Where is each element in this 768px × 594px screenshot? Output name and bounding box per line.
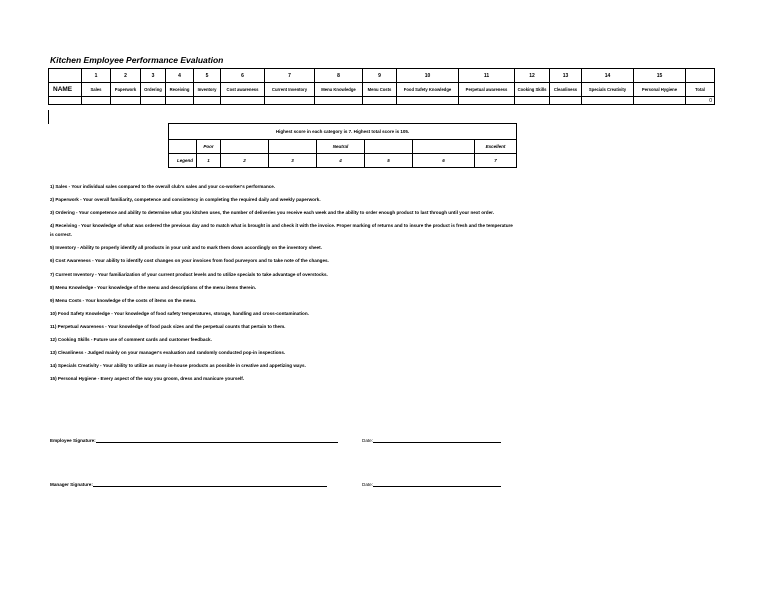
legend-empty-cell bbox=[221, 140, 269, 154]
definition-item: 7) Current Inventory - Your familiarization of your current product levels and to utilize specials to take advantage of overstocks. bbox=[50, 271, 328, 277]
category-label: Menu Costs bbox=[363, 83, 397, 97]
category-number: 14 bbox=[582, 69, 634, 83]
score-cell[interactable] bbox=[82, 97, 111, 105]
manager-signature bbox=[50, 482, 327, 487]
score-cell[interactable] bbox=[634, 97, 686, 105]
category-number: 10 bbox=[397, 69, 459, 83]
legend-table bbox=[168, 123, 517, 168]
score-cell[interactable] bbox=[515, 97, 550, 105]
definition-item: 11) Perpetual Awareness - Your knowledge of food pack sizes and the perpetual counts that pertain to them. bbox=[50, 323, 286, 329]
category-header-row bbox=[49, 83, 715, 97]
category-number: 7 bbox=[265, 69, 315, 83]
definition-item: 2) Paperwork - Your overall familiarity, competence and consistency in completing the required daily and weekly paperwork. bbox=[50, 197, 321, 203]
legend-empty-cell bbox=[269, 140, 317, 154]
category-label: Perpetual awareness bbox=[459, 83, 515, 97]
name-number-cell bbox=[49, 69, 82, 83]
employee-signature bbox=[50, 438, 338, 443]
category-number: 15 bbox=[634, 69, 686, 83]
score-cell[interactable] bbox=[582, 97, 634, 105]
category-label: Specials Creativity bbox=[582, 83, 634, 97]
category-definitions bbox=[50, 184, 710, 389]
definition-item: 1) Sales - Your individual sales compared to the overall club's sales and your co-worker's performance. bbox=[50, 184, 276, 189]
definition-item: 12) Cooking Skills - Future use of comment cards and customer feedback. bbox=[50, 337, 212, 343]
score-cell[interactable] bbox=[166, 97, 194, 105]
legend-label: Legend bbox=[169, 154, 197, 168]
category-number: 1 bbox=[82, 69, 111, 83]
category-number-row bbox=[49, 69, 715, 83]
legend-score: 3 bbox=[269, 154, 317, 168]
score-cell[interactable] bbox=[141, 97, 166, 105]
name-entry-cell[interactable] bbox=[49, 97, 82, 105]
legend-empty-cell bbox=[169, 140, 197, 154]
score-cell[interactable] bbox=[111, 97, 141, 105]
category-label: Food Safety Knowledge bbox=[397, 83, 459, 97]
manager-signature-line[interactable] bbox=[93, 483, 327, 487]
score-cell[interactable] bbox=[363, 97, 397, 105]
manager-date bbox=[362, 482, 501, 487]
category-label: Cleanliness bbox=[550, 83, 582, 97]
category-label: Inventory bbox=[194, 83, 221, 97]
definition-item: 10) Food Safety Knowledge - Your knowledge of food safety temperatures, storage, handling and cross-contamination. bbox=[50, 310, 309, 316]
score-cell[interactable] bbox=[194, 97, 221, 105]
legend-scale-row bbox=[169, 140, 517, 154]
category-label: Cost awareness bbox=[221, 83, 265, 97]
employee-date-line[interactable] bbox=[373, 439, 501, 443]
category-number: 9 bbox=[363, 69, 397, 83]
category-number: 5 bbox=[194, 69, 221, 83]
definition-item: 13) Cleanliness - Judged mainly on your manager's evaluation and randomly conducted pop-in inspections. bbox=[50, 350, 286, 356]
employee-date-label: Date: bbox=[362, 438, 373, 443]
name-label: NAME bbox=[49, 83, 82, 97]
legend-header: Highest score in each category is 7. Highest total score is 105. bbox=[169, 124, 517, 140]
legend-score: 2 bbox=[221, 154, 269, 168]
definition-item: 14) Specials Creativity - Your ability to utilize as many in-house products as possible in creative and appetizing ways. bbox=[50, 363, 306, 369]
category-label: Menu Knowledge bbox=[315, 83, 363, 97]
category-number: 13 bbox=[550, 69, 582, 83]
score-cell[interactable] bbox=[397, 97, 459, 105]
score-cell[interactable] bbox=[265, 97, 315, 105]
category-number: 2 bbox=[111, 69, 141, 83]
legend-score: 7 bbox=[475, 154, 517, 168]
definition-item: 15) Personal Hygiene - Every aspect of the way you groom, dress and manicure yourself. bbox=[50, 376, 245, 382]
category-number: 6 bbox=[221, 69, 265, 83]
definition-item: 5) Inventory - Ability to properly identify all products in your unit and to mark them down accordingly on the inventory sheet. bbox=[50, 245, 322, 251]
employee-signature-label: Employee Signature: bbox=[50, 438, 96, 443]
table-left-rule bbox=[48, 110, 49, 124]
category-label: Receiving bbox=[166, 83, 194, 97]
legend-score: 4 bbox=[317, 154, 365, 168]
legend-empty-cell bbox=[413, 140, 475, 154]
manager-date-label: Date: bbox=[362, 482, 373, 487]
category-label: Paperwork bbox=[111, 83, 141, 97]
score-cell[interactable] bbox=[459, 97, 515, 105]
legend-empty-cell bbox=[365, 140, 413, 154]
legend-score: 1 bbox=[197, 154, 221, 168]
manager-date-line[interactable] bbox=[373, 483, 501, 487]
score-cell[interactable] bbox=[221, 97, 265, 105]
legend-score-row bbox=[169, 154, 517, 168]
definition-item-continuation: is correct. bbox=[50, 232, 72, 238]
legend-poor: Poor bbox=[197, 140, 221, 154]
total-label: Total bbox=[686, 83, 715, 97]
category-number: 3 bbox=[141, 69, 166, 83]
legend-score: 6 bbox=[413, 154, 475, 168]
category-number: 8 bbox=[315, 69, 363, 83]
category-label: Ordering bbox=[141, 83, 166, 97]
definition-item: 6) Cost Awareness - Your ability to identify cost changes on your invoices from food purveyors and to take note of the changes. bbox=[50, 258, 329, 264]
category-label: Personal Hygiene bbox=[634, 83, 686, 97]
legend-neutral: Neutral bbox=[317, 140, 365, 154]
employee-signature-line[interactable] bbox=[96, 439, 338, 443]
definition-item: 3) Ordering - Your competence and ability to determine what you kitchen uses, the number of deliveries you receive each week and the ability to order enough product to last through until your next order. bbox=[50, 210, 494, 216]
score-cell[interactable] bbox=[315, 97, 363, 105]
total-number-cell bbox=[686, 69, 715, 83]
page-title: Kitchen Employee Performance Evaluation bbox=[50, 55, 224, 65]
employee-date bbox=[362, 438, 501, 443]
score-cell[interactable] bbox=[550, 97, 582, 105]
definition-item: 8) Menu Knowledge - Your knowledge of the menu and descriptions of the menu items therein. bbox=[50, 284, 257, 290]
category-label: Sales bbox=[82, 83, 111, 97]
category-label: Current Inventory bbox=[265, 83, 315, 97]
score-entry-row bbox=[49, 97, 715, 105]
category-label: Cooking Skills bbox=[515, 83, 550, 97]
total-value: 0 bbox=[686, 97, 715, 105]
legend-score: 5 bbox=[365, 154, 413, 168]
category-number: 11 bbox=[459, 69, 515, 83]
definition-item: 9) Menu Costs - Your knowledge of the costs of items on the menu. bbox=[50, 297, 197, 303]
category-number: 4 bbox=[166, 69, 194, 83]
category-number: 12 bbox=[515, 69, 550, 83]
legend-excellent: Excellent bbox=[475, 140, 517, 154]
manager-signature-label: Manager Signature: bbox=[50, 482, 93, 487]
definition-item: 4) Receiving - Your knowledge of what was ordered the previous day and to match what is brought in and check it with the invoice. Proper marking of returns and to insure the product is fresh and the temperature bbox=[50, 223, 513, 229]
evaluation-table bbox=[48, 68, 715, 105]
